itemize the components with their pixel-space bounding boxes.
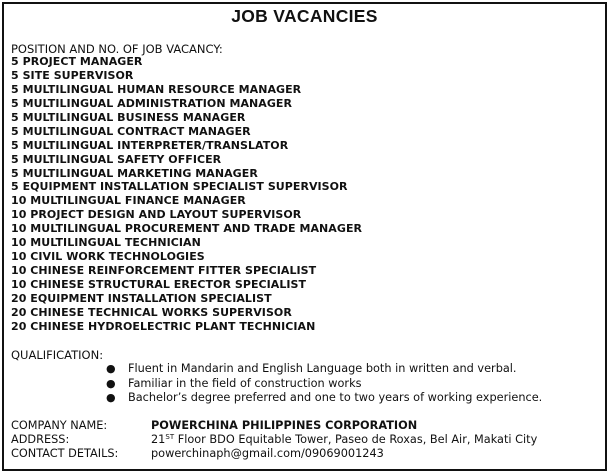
contact-value: powerchinaph@gmail.com/09069001243	[151, 447, 384, 460]
qualification-text: Bachelor’s degree preferred and one to two years of working experience.	[128, 391, 543, 404]
qualification-text: Familiar in the field of construction works	[128, 376, 362, 390]
contact-label: CONTACT DETAILS:	[11, 447, 119, 460]
position-item: 5 MULTILINGUAL CONTRACT MANAGER	[11, 124, 251, 138]
address-floor-suffix: ST	[165, 433, 175, 441]
qualification-item	[106, 362, 542, 377]
positions-label: POSITION AND NO. OF JOB VACANCY:	[11, 42, 223, 56]
qualification-item	[106, 377, 542, 392]
position-item: 10 MULTILINGUAL TECHNICIAN	[11, 236, 201, 250]
contact-row	[11, 447, 384, 461]
position-item: 10 MULTILINGUAL FINANCE MANAGER	[11, 194, 246, 208]
position-item: 5 MULTILINGUAL SAFETY OFFICER	[11, 152, 222, 166]
bullet-icon: ●	[106, 376, 116, 390]
position-item: 5 MULTILINGUAL MARKETING MANAGER	[11, 166, 258, 180]
position-item: 10 CHINESE STRUCTURAL ERECTOR SPECIALIST	[11, 278, 307, 291]
position-item: 5 MULTILINGUAL INTERPRETER/TRANSLATOR	[11, 138, 289, 152]
address-row	[11, 433, 537, 447]
address-rest: Floor BDO Equitable Tower, Paseo de Roxas, Bel Air, Makati City	[174, 433, 538, 446]
positions-list	[11, 55, 362, 334]
position-item: 5 PROJECT MANAGER	[11, 55, 143, 68]
position-item: 5 MULTILINGUAL HUMAN RESOURCE MANAGER	[11, 82, 302, 96]
position-item: 20 CHINESE TECHNICAL WORKS SUPERVISOR	[11, 305, 292, 319]
qualification-text: Fluent in Mandarin and English Language both in written and verbal.	[128, 362, 517, 375]
position-item: 10 MULTILINGUAL PROCUREMENT AND TRADE MANAGER	[11, 222, 363, 236]
address-value	[151, 433, 537, 447]
qualification-item	[106, 391, 542, 406]
position-item: 5 MULTILINGUAL ADMINISTRATION MANAGER	[11, 96, 292, 110]
bullet-icon: ●	[106, 362, 116, 375]
address-floor: 21	[151, 433, 166, 446]
position-item: 10 CHINESE REINFORCEMENT FITTER SPECIALIST	[11, 264, 317, 278]
company-name-value: POWERCHINA PHILIPPINES CORPORATION	[151, 419, 418, 432]
qualification-label: QUALIFICATION:	[11, 348, 104, 362]
company-name-label: COMPANY NAME:	[11, 419, 108, 432]
position-item: 5 EQUIPMENT INSTALLATION SPECIALIST SUPERVISOR	[11, 180, 348, 194]
position-item: 20 EQUIPMENT INSTALLATION SPECIALIST	[11, 291, 272, 305]
position-item: 20 CHINESE HYDROELECTRIC PLANT TECHNICIAN	[11, 319, 316, 333]
position-item: 5 MULTILINGUAL BUSINESS MANAGER	[11, 110, 246, 124]
position-item: 10 PROJECT DESIGN AND LAYOUT SUPERVISOR	[11, 208, 302, 222]
qualifications-list	[106, 362, 542, 406]
address-label: ADDRESS:	[11, 433, 70, 446]
page-title: JOB VACANCIES	[231, 6, 378, 26]
company-name-row	[11, 419, 417, 433]
bullet-icon: ●	[106, 391, 116, 404]
position-item: 10 CIVIL WORK TECHNOLOGIES	[11, 250, 205, 264]
position-item: 5 SITE SUPERVISOR	[11, 68, 134, 82]
